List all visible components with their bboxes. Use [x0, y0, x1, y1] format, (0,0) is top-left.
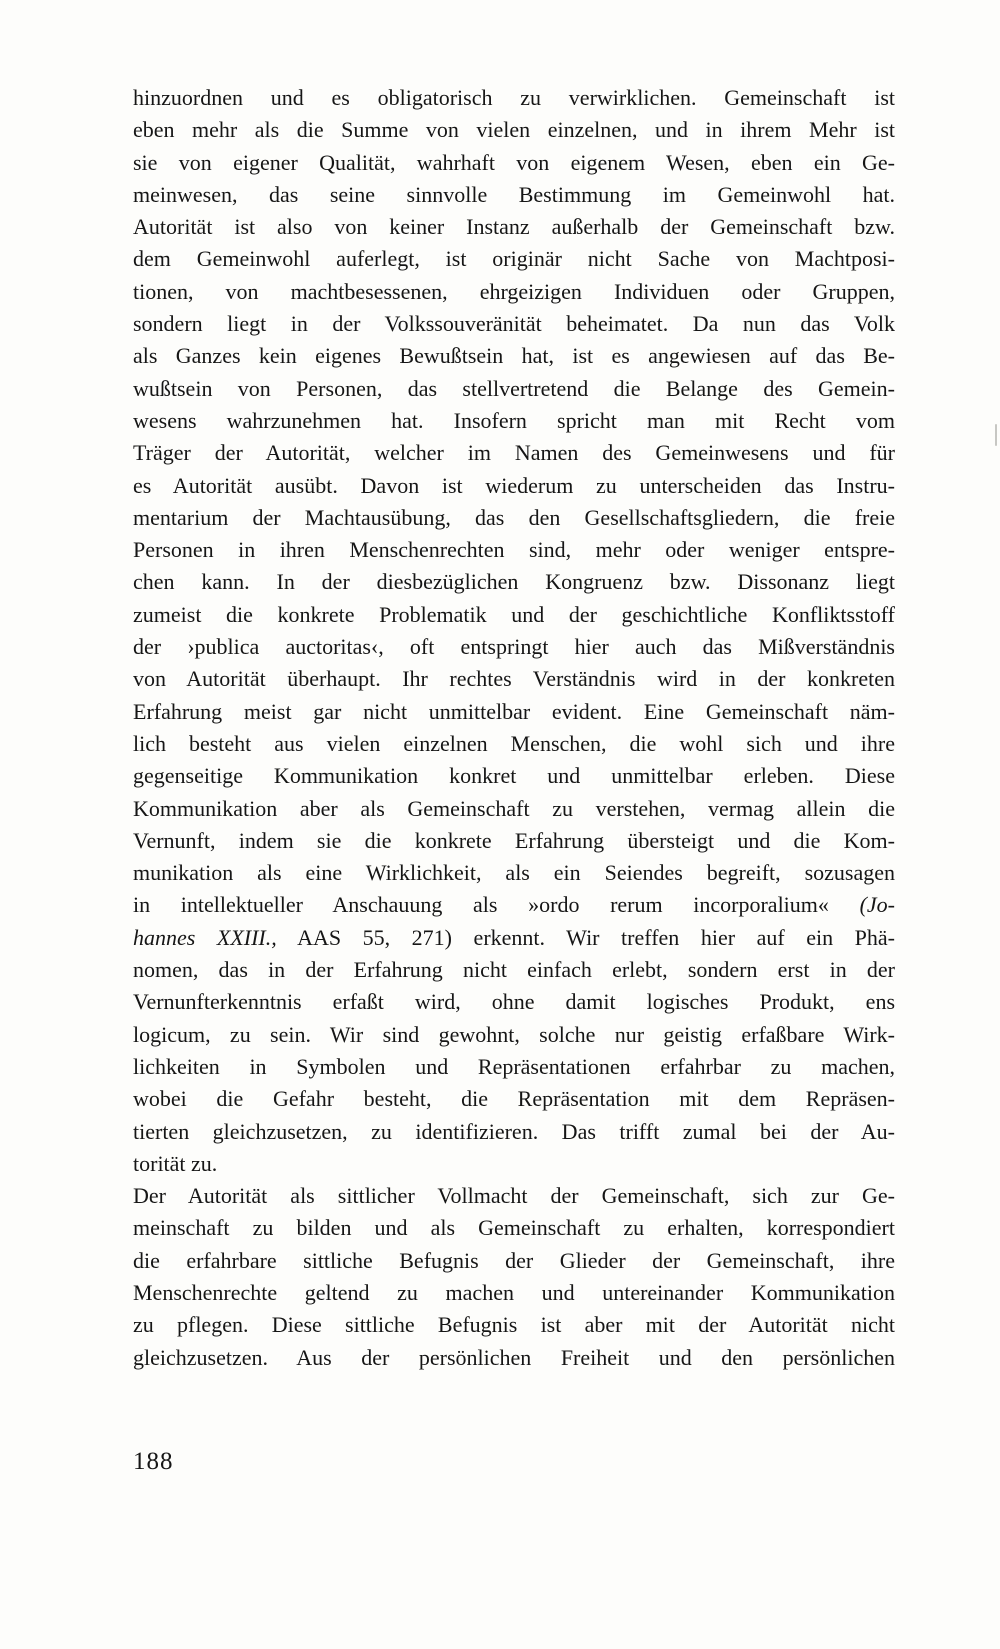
text-line: wesens wahrzunehmen hat. Insofern spricht man mit Recht vom: [133, 407, 895, 433]
text-line: zumeist die konkrete Problematik und der geschichtliche Konfliktsstoff: [133, 601, 895, 627]
text-line: sie von eigener Qualität, wahrhaft von eigenem Wesen, eben ein Ge-: [133, 149, 895, 175]
text-line: meinwesen, das seine sinnvolle Bestimmung im Gemeinwohl hat.: [133, 181, 895, 207]
page-number: 188: [133, 1448, 174, 1475]
text-line: logicum, zu sein. Wir sind gewohnt, solche nur geistig erfaßbare Wirk-: [133, 1021, 895, 1047]
text-line: hinzuordnen und es obligatorisch zu verwirklichen. Gemeinschaft ist: [133, 85, 895, 110]
text-line: Vernunfterkenntnis erfaßt wird, ohne damit logisches Produkt, ens: [133, 989, 895, 1015]
text-line-with-citation: [133, 889, 895, 921]
citation-italic-segment: (Jo-: [859, 892, 895, 918]
text-line: Kommunikation aber als Gemeinschaft zu verstehen, vermag allein die: [133, 795, 895, 821]
text-line: Vernunft, indem sie die konkrete Erfahrung übersteigt und die Kom-: [133, 827, 895, 853]
text-line: sondern liegt in der Volkssouveränität beheimatet. Da nun das Volk: [133, 311, 895, 337]
text-line: zu pflegen. Diese sittliche Befugnis ist aber mit der Autorität nicht: [133, 1312, 895, 1338]
text-line-with-citation: [133, 922, 895, 954]
text-line: mentarium der Machtausübung, das den Gesellschaftsgliedern, die freie: [133, 504, 895, 530]
text-line: Der Autorität als sittlicher Vollmacht der Gemeinschaft, sich zur Ge-: [133, 1183, 895, 1209]
text-line: wobei die Gefahr besteht, die Repräsentation mit dem Repräsen-: [133, 1086, 895, 1112]
text-line: Personen in ihren Menschenrechten sind, mehr oder weniger entspre-: [133, 537, 895, 563]
text-line: lich besteht aus vielen einzelnen Menschen, die wohl sich und ihre: [133, 730, 895, 756]
text-line: munikation als eine Wirklichkeit, als ein Seiendes begreift, sozusagen: [133, 860, 895, 886]
text-line: Träger der Autorität, welcher im Namen des Gemeinwesens und für: [133, 440, 895, 466]
text-line: Autorität ist also von keiner Instanz außerhalb der Gemeinschaft bzw.: [133, 214, 895, 240]
text-line: von Autorität überhaupt. Ihr rechtes Verständnis wird in der konkreten: [133, 666, 895, 692]
text-line: dem Gemeinwohl auferlegt, ist originär nicht Sache von Machtposi-: [133, 246, 895, 272]
paragraph-last-line: torität zu.: [133, 1150, 218, 1176]
text-line: als Ganzes kein eigenes Bewußtsein hat, ist es angewiesen auf das Be-: [133, 343, 895, 369]
text-line: Erfahrung meist gar nicht unmittelbar evident. Eine Gemeinschaft näm-: [133, 698, 895, 724]
text-line: wußtsein von Personen, das stellvertretend die Belange des Gemein-: [133, 375, 895, 401]
text-line: chen kann. In der diesbezüglichen Kongruenz bzw. Dissonanz liegt: [133, 569, 895, 595]
text-line: tionen, von machtbesessenen, ehrgeizigen Individuen oder Gruppen,: [133, 278, 895, 304]
text-segment: in intellektueller Anschauung als »ordo rerum incorporalium«: [133, 892, 860, 918]
text-segment: AAS 55, 271) erkennt. Wir treffen hier auf ein Phä-: [276, 924, 895, 950]
text-line: eben mehr als die Summe von vielen einzelnen, und in ihrem Mehr ist: [133, 117, 895, 143]
text-line: die erfahrbare sittliche Befugnis der Glieder der Gemeinschaft, ihre: [133, 1247, 895, 1273]
text-line: Menschenrechte geltend zu machen und untereinander Kommunikation: [133, 1279, 895, 1305]
body-text: [133, 82, 895, 1374]
text-line: meinschaft zu bilden und als Gemeinschaft zu erhalten, korrespondiert: [133, 1215, 895, 1241]
citation-italic-segment: hannes XXIII.,: [133, 924, 277, 950]
text-line: tierten gleichzusetzen, zu identifizieren. Das trifft zumal bei der Au-: [133, 1118, 895, 1144]
text-line: es Autorität ausübt. Davon ist wiederum zu unterscheiden das Instru-: [133, 472, 895, 498]
text-line: gegenseitige Kommunikation konkret und unmittelbar erleben. Diese: [133, 763, 895, 789]
text-line: gleichzusetzen. Aus der persönlichen Freiheit und den persönlichen: [133, 1344, 895, 1370]
text-line: lichkeiten in Symbolen und Repräsentationen erfahrbar zu machen,: [133, 1053, 895, 1079]
scan-artifact-mark: [995, 424, 997, 446]
text-line: nomen, das in der Erfahrung nicht einfach erlebt, sondern erst in der: [133, 957, 895, 983]
text-line: der ›publica auctoritas‹, oft entspringt hier auch das Mißverständnis: [133, 634, 895, 660]
